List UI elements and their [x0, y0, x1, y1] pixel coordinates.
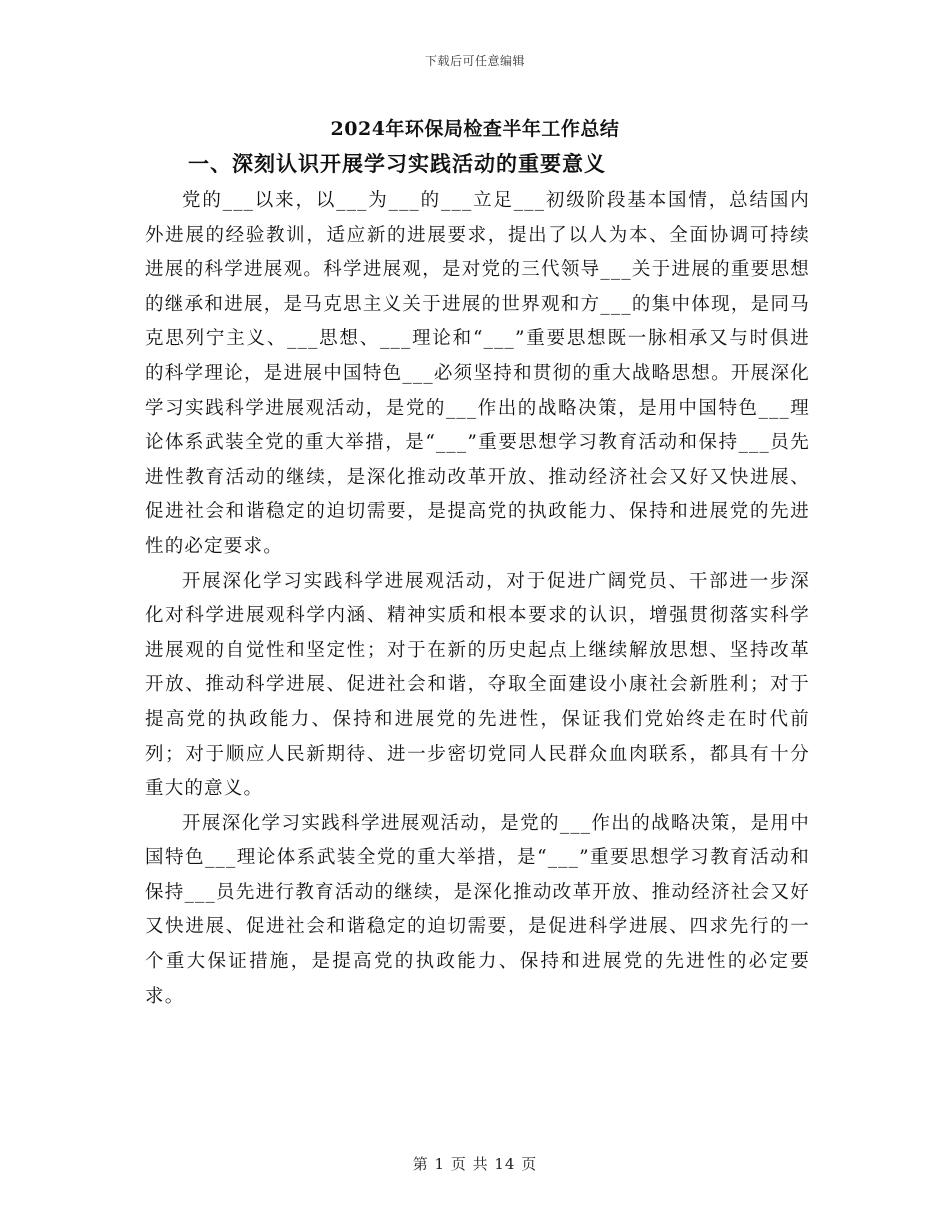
body-paragraph: 开展深化学习实践科学进展观活动，对于促进广阔党员、干部进一步深化对科学进展观科学内涵、精神实质和根本要求的认识，增强贯彻落实科学进展观的自觉性和坚定性；对于在新的历史起点上继续解放思想、坚持改革开放、推动科学进展、促进社会和谐，夺取全面建设小康社会新胜利；对于提高党的执政能力、保持和进展党的先进性，保证我们党始终走在时代前列；对于顺应人民新期待、进一步密切党同人民群众血肉联系，都具有十分重大的意义。: [145, 570, 810, 800]
page-number: 第 1 页 共 14 页: [412, 1155, 538, 1173]
body-paragraph: 开展深化学习实践科学进展观活动，是党的___作出的战略决策，是用中国特色___理论体系武装全党的重大举措，是“___”重要思想学习教育活动和保持___员先进行教育活动的继续，是深化推动改革开放、推动经济社会又好又快进展、促进社会和谐稳定的迫切需要，是促进科学进展、四求先行的一个重大保证措施，是提高党的执政能力、保持和进展党的先进性的必定要求。: [145, 812, 810, 1007]
header-note: 下载后可任意编辑: [424, 54, 525, 68]
document-body: [145, 184, 810, 1014]
body-paragraph: 党的___以来，以___为___的___立足___初级阶段基本国情，总结国内外进展的经验教训，适应新的进展要求，提出了以人为本、全面协调可持续进展的科学进展观。科学进展观，是对党的三代领导___关于进展的重要思想的继承和进展，是马克思主义关于进展的世界观和方___的集中体现，是同马克思列宁主义、___思想、___理论和“___”重要思想既一脉相承又与时俱进的科学理论，是进展中国特色___必须坚持和贯彻的重大战略思想。开展深化学习实践科学进展观活动，是党的___作出的战略决策，是用中国特色___理论体系武装全党的重大举措，是“___”重要思想学习教育活动和保持___员先进性教育活动的继续，是深化推动改革开放、推动经济社会又好又快进展、促进社会和谐稳定的迫切需要，是提高党的执政能力、保持和进展党的先进性的必定要求。: [145, 190, 810, 557]
section-heading: 一、深刻认识开展学习实践活动的重要意义: [188, 151, 606, 176]
document-title: 2024年环保局检查半年工作总结: [330, 118, 620, 140]
